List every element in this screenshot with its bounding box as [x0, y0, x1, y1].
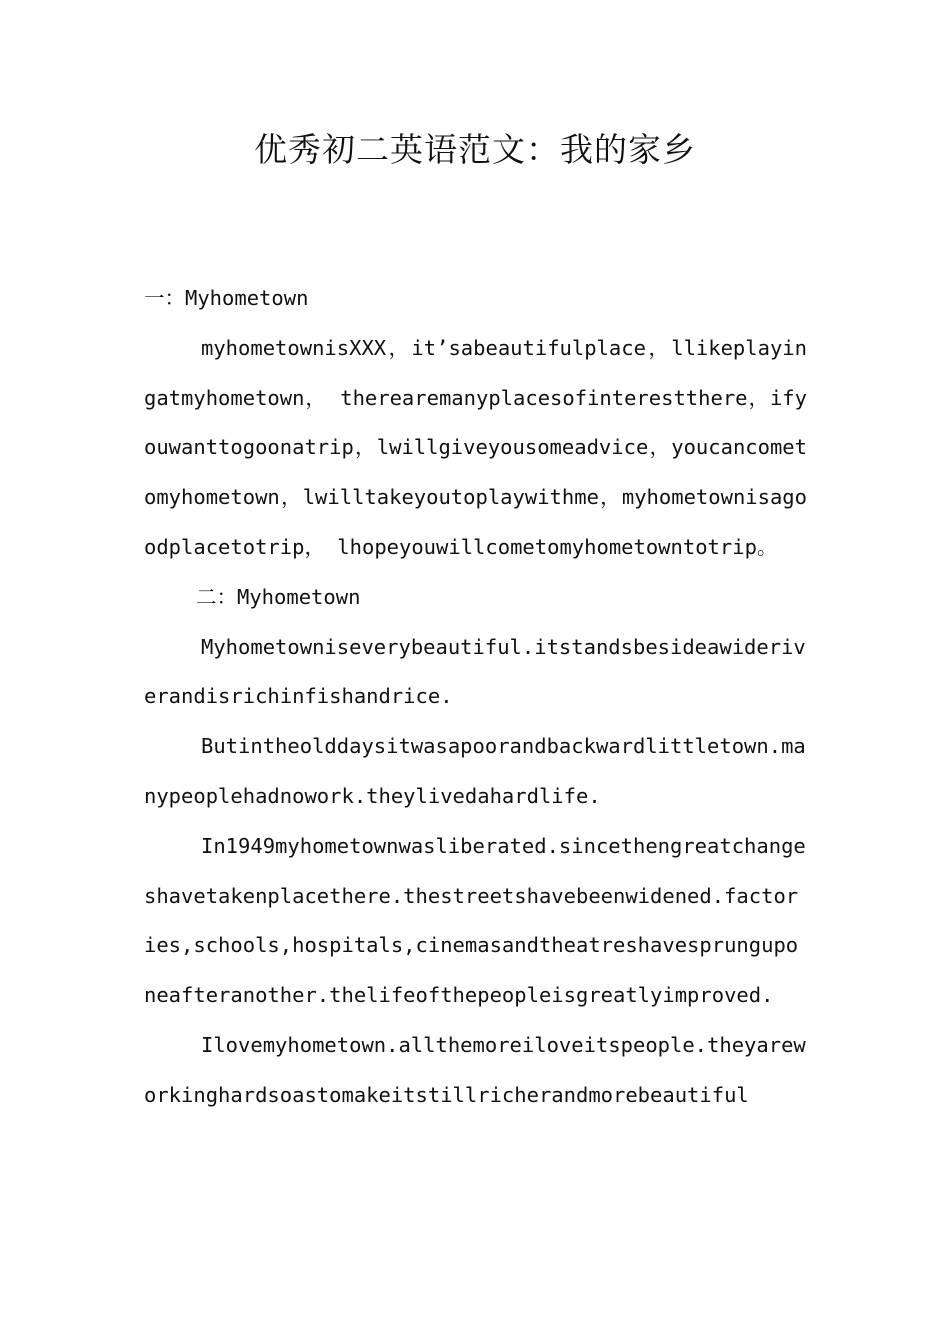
section-2-paragraph-3: In1949myhometownwasliberated.sincethengreatchangeshavetakenplacethere.thestreetshavebeenwidened.factories,schools,hospitals,cinemasandtheatreshavesprunguponeafteranother.thelifeofthepeopleisgreatlyimproved. — [144, 833, 806, 1008]
section-2-heading: 二：Myhometown — [196, 584, 361, 609]
section-2-paragraph-1: Myhometowniseverybeautiful.itstandsbesideawideriverandisrichinfishandrice. — [144, 634, 806, 709]
document-body — [144, 274, 807, 1121]
section-1-heading: 一：Myhometown — [144, 286, 309, 310]
section-2-paragraph-4: Ilovemyhometown.allthemoreiloveitspeople.theyareworkinghardsoastomakeitstillricherandmorebeautiful — [144, 1032, 806, 1107]
document-title: 优秀初二英语范文：我的家乡 — [254, 130, 696, 169]
section-2-paragraph-2: Butintheolddaysitwasapoorandbackwardlittletown.manypeoplehadnowork.theylivedahardlife. — [144, 734, 806, 808]
section-1-paragraph-1: myhometownisXXX，it’sabeautifulplace，llikeplayingatmyhometown， therearemanyplacesofinterestthere，ifyouwanttogoonatrip，lwillgiveyousomeadvice，youcancometomyhometown，lwilltakeyoutoplaywithme，myhometownisagoodplacetotrip， lhopeyouwillcometomyhometowntotrip。 — [144, 335, 807, 559]
